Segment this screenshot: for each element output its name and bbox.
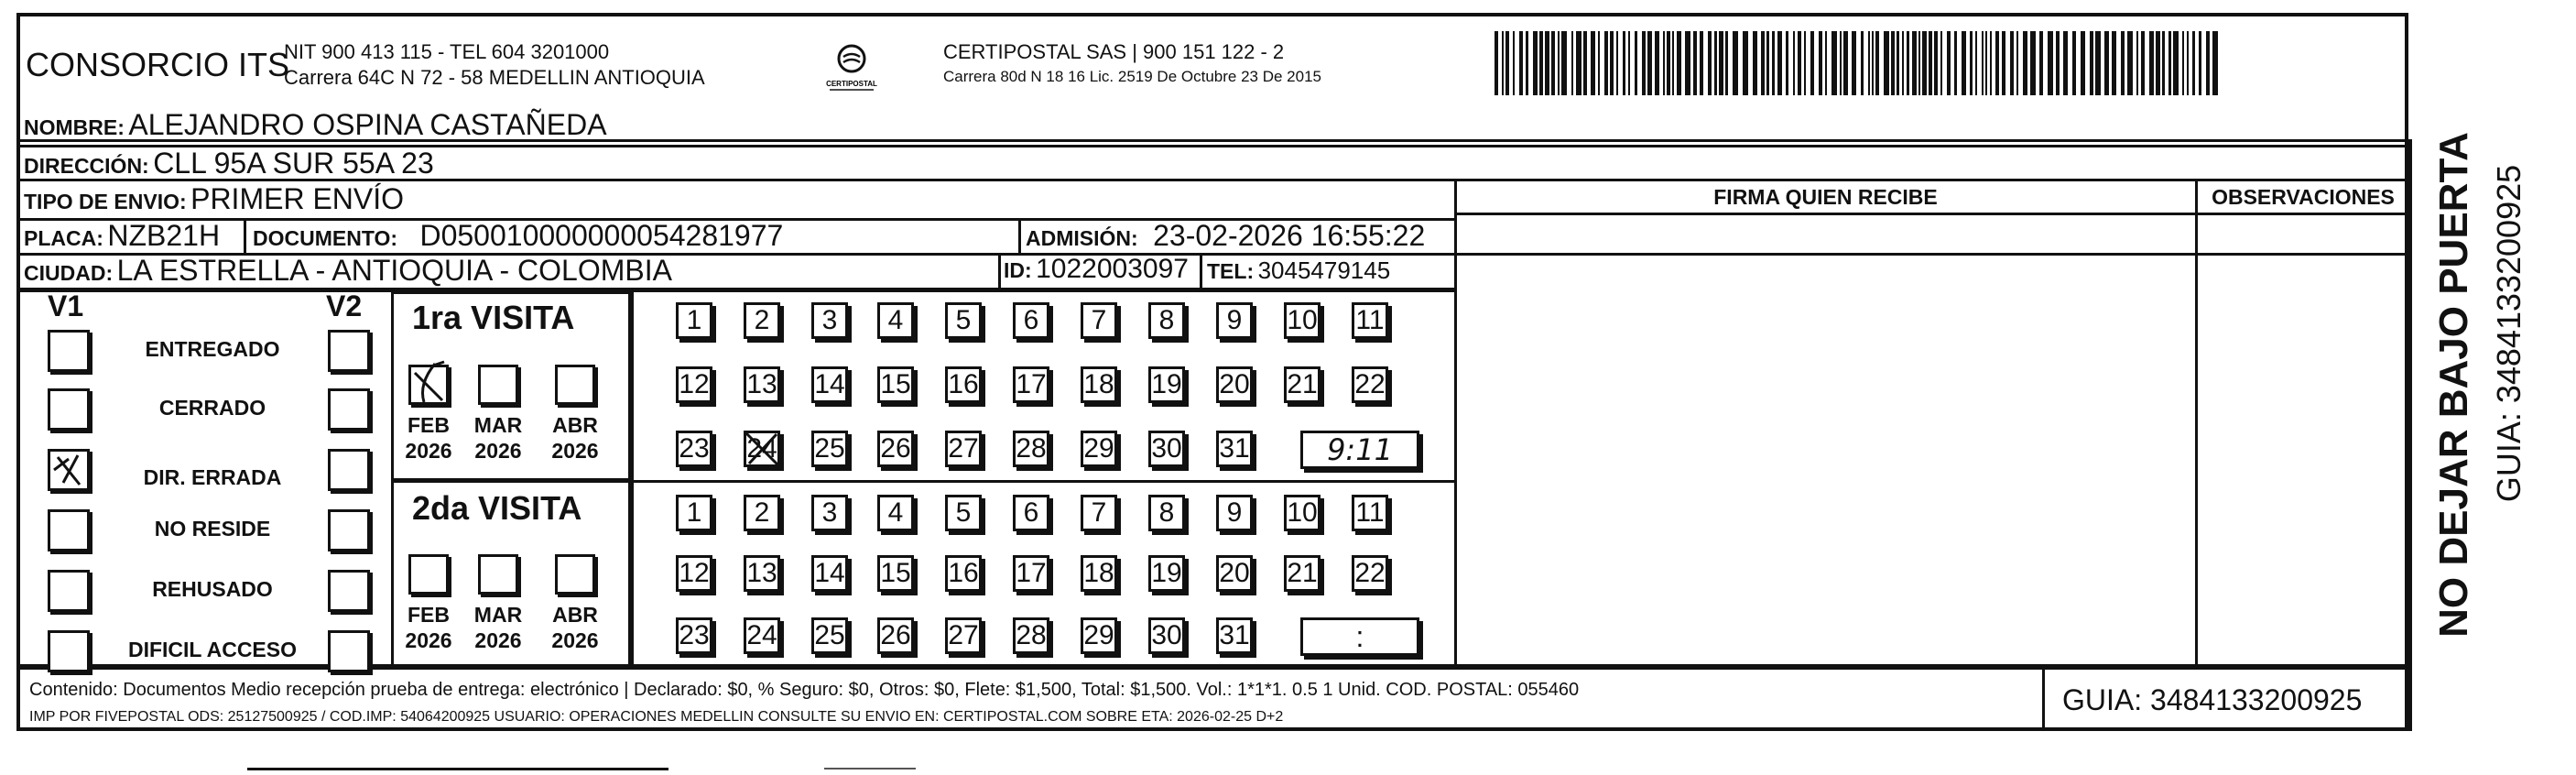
month-year: 2026 bbox=[551, 439, 599, 463]
v2-checkbox[interactable] bbox=[328, 330, 370, 372]
visit2-day-box[interactable]: 18 bbox=[1081, 555, 1117, 592]
month-name: MAR bbox=[473, 413, 523, 437]
status-option-label: NO RESIDE bbox=[154, 517, 271, 540]
v2-checkbox[interactable] bbox=[328, 388, 370, 431]
visit2-month-label bbox=[471, 602, 526, 653]
placa-value: NZB21H bbox=[107, 219, 221, 252]
visit1-day-box[interactable]: 11 bbox=[1352, 302, 1388, 339]
v1-checkbox[interactable] bbox=[48, 509, 90, 551]
status-option-label: ENTREGADO bbox=[145, 337, 280, 361]
no-dejar-bajo-puerta: NO DEJAR BAJO PUERTA bbox=[2431, 132, 2476, 638]
visit2-month-label bbox=[548, 602, 603, 653]
visit1-day-box[interactable]: 20 bbox=[1216, 366, 1253, 403]
month-year: 2026 bbox=[405, 439, 452, 463]
visit1-day-box[interactable]: 15 bbox=[877, 366, 914, 403]
v1-checkbox[interactable] bbox=[48, 449, 90, 491]
visit2-day-box[interactable]: 21 bbox=[1284, 555, 1321, 592]
status-option-label: DIR. ERRADA bbox=[143, 465, 282, 489]
month-year: 2026 bbox=[551, 628, 599, 652]
visit1-day-box[interactable]: 8 bbox=[1148, 302, 1185, 339]
visit1-day-box[interactable]: 1 bbox=[676, 302, 712, 339]
visit2-day-box[interactable]: 12 bbox=[676, 555, 712, 592]
visit1-day-mark bbox=[740, 427, 784, 471]
month-year: 2026 bbox=[405, 628, 452, 652]
visit2-day-box[interactable]: 9 bbox=[1216, 495, 1253, 531]
visit1-day-box[interactable]: 10 bbox=[1284, 302, 1321, 339]
visit2-day-box[interactable]: 7 bbox=[1081, 495, 1117, 531]
visit2-day-box[interactable]: 16 bbox=[945, 555, 982, 592]
ciudad-label: CIUDAD: bbox=[24, 261, 114, 285]
direccion-label: DIRECCIÓN: bbox=[24, 154, 149, 178]
visit1-day-box[interactable]: 26 bbox=[877, 431, 914, 467]
visit1-day-box[interactable]: 24 bbox=[744, 431, 780, 467]
visit2-day-box[interactable]: 10 bbox=[1284, 495, 1321, 531]
footer-contenido: Contenido: Documentos Medio recepción prueba de entrega: electrónico | Declarado: $0, % Seguro: $0, Otros: $0, Flete: $1,500, Total: $1,500. Vol.: 1*1*1. 0.5 1 Unid. COD. POSTAL: 055460 bbox=[29, 680, 1580, 700]
footer-guia: GUIA: 3484133200925 bbox=[2062, 683, 2363, 716]
visit1-day-box[interactable]: 16 bbox=[945, 366, 982, 403]
visit2-day-box[interactable]: 15 bbox=[877, 555, 914, 592]
tipo-value: PRIMER ENVÍO bbox=[190, 182, 405, 215]
company-name: CONSORCIO ITS bbox=[26, 46, 290, 83]
v1-checkbox[interactable] bbox=[48, 570, 90, 612]
visit2-time-box[interactable]: : bbox=[1300, 617, 1419, 656]
status-option-label: CERRADO bbox=[158, 396, 266, 420]
logo-text: CERTIPOSTAL bbox=[826, 80, 877, 88]
visit1-day-box[interactable]: 3 bbox=[811, 302, 848, 339]
v1-checkbox[interactable] bbox=[48, 630, 90, 672]
visit2-day-box[interactable]: 19 bbox=[1148, 555, 1185, 592]
visit1-day-box[interactable]: 13 bbox=[744, 366, 780, 403]
visit2-day-box[interactable]: 5 bbox=[945, 495, 982, 531]
visit1-day-box[interactable]: 28 bbox=[1013, 431, 1049, 467]
visit1-day-box[interactable]: 30 bbox=[1148, 431, 1185, 467]
visit2-day-box[interactable]: 20 bbox=[1216, 555, 1253, 592]
visit2-day-box[interactable]: 27 bbox=[945, 617, 982, 654]
month-name: ABR bbox=[552, 413, 598, 437]
visit1-day-box[interactable]: 2 bbox=[744, 302, 780, 339]
visit2-month-checkbox[interactable] bbox=[478, 554, 518, 595]
visit1-day-box[interactable]: 25 bbox=[811, 431, 848, 467]
visit2-month-checkbox[interactable] bbox=[408, 554, 449, 595]
tipo-label: TIPO DE ENVIO: bbox=[24, 190, 187, 213]
visit1-month-checkbox[interactable] bbox=[478, 365, 518, 405]
v2-checkbox[interactable] bbox=[328, 509, 370, 551]
tel-value: 3045479145 bbox=[1257, 257, 1391, 284]
v2-checkbox[interactable] bbox=[328, 630, 370, 672]
observaciones-header: OBSERVACIONES bbox=[2212, 185, 2395, 209]
status-option-label: DIFICIL ACCESO bbox=[127, 638, 297, 661]
visit1-day-box[interactable]: 4 bbox=[877, 302, 914, 339]
visit2-day-box[interactable]: 29 bbox=[1081, 617, 1117, 654]
visit1-day-box[interactable]: 14 bbox=[811, 366, 848, 403]
visit2-day-box[interactable]: 22 bbox=[1352, 555, 1388, 592]
visit2-month-label bbox=[401, 602, 456, 653]
visit2-day-box[interactable]: 23 bbox=[676, 617, 712, 654]
nombre-value: ALEJANDRO OSPINA CASTAÑEDA bbox=[128, 108, 607, 141]
month-name: MAR bbox=[473, 603, 523, 627]
admision-value: 23-02-2026 16:55:22 bbox=[1153, 219, 1426, 252]
documento-label: DOCUMENTO: bbox=[253, 226, 398, 250]
id-value: 1022003097 bbox=[1036, 254, 1189, 284]
visit1-month-label bbox=[471, 412, 526, 464]
company-nit: NIT 900 413 115 - TEL 604 3201000 bbox=[284, 40, 610, 63]
visit1-day-box[interactable]: 21 bbox=[1284, 366, 1321, 403]
visit1-month-label bbox=[401, 412, 456, 464]
visit1-day-box[interactable]: 9 bbox=[1216, 302, 1253, 339]
visit2-day-box[interactable]: 11 bbox=[1352, 495, 1388, 531]
visit2-day-box[interactable]: 2 bbox=[744, 495, 780, 531]
v1-checkbox[interactable] bbox=[48, 388, 90, 431]
visit1-time-box[interactable]: 9:11 bbox=[1300, 431, 1419, 469]
visit2-day-box[interactable]: 14 bbox=[811, 555, 848, 592]
month-year: 2026 bbox=[474, 439, 522, 463]
visit2-month-checkbox[interactable] bbox=[555, 554, 595, 595]
visit1-month-checkbox[interactable] bbox=[555, 365, 595, 405]
tel-label: TEL: bbox=[1207, 259, 1255, 283]
direccion-value: CLL 95A SUR 55A 23 bbox=[153, 147, 434, 180]
visit1-day-box[interactable]: 18 bbox=[1081, 366, 1117, 403]
month-name: ABR bbox=[552, 603, 598, 627]
visit1-day-box[interactable]: 7 bbox=[1081, 302, 1117, 339]
visit2-day-box[interactable]: 25 bbox=[811, 617, 848, 654]
visit2-day-box[interactable]: 17 bbox=[1013, 555, 1049, 592]
visit1-day-box[interactable]: 5 bbox=[945, 302, 982, 339]
visit1-day-box[interactable]: 12 bbox=[676, 366, 712, 403]
v2-checkbox[interactable] bbox=[328, 449, 370, 491]
visit1-day-box[interactable]: 29 bbox=[1081, 431, 1117, 467]
visit2-title: 2da VISITA bbox=[412, 489, 582, 527]
month-name: FEB bbox=[408, 413, 450, 437]
nombre-label: NOMBRE: bbox=[24, 115, 125, 139]
ciudad-value: LA ESTRELLA - ANTIOQUIA - COLOMBIA bbox=[116, 254, 672, 287]
visit1-day-box[interactable]: 22 bbox=[1352, 366, 1388, 403]
visit2-day-box[interactable]: 4 bbox=[877, 495, 914, 531]
visit1-day-box[interactable]: 27 bbox=[945, 431, 982, 467]
status-option-label: REHUSADO bbox=[152, 577, 273, 601]
visit2-day-box[interactable]: 1 bbox=[676, 495, 712, 531]
certipostal-address: Carrera 80d N 18 16 Lic. 2519 De Octubre 23 De 2015 bbox=[943, 68, 1321, 85]
visit1-title: 1ra VISITA bbox=[412, 299, 575, 336]
visit2-day-box[interactable]: 31 bbox=[1216, 617, 1253, 654]
placa-label: PLACA: bbox=[24, 226, 103, 250]
month-name: FEB bbox=[408, 603, 450, 627]
visit1-month-checkbox[interactable] bbox=[408, 365, 449, 405]
v2-header: V2 bbox=[326, 289, 363, 322]
visit2-day-box[interactable]: 30 bbox=[1148, 617, 1185, 654]
visit2-day-box[interactable]: 13 bbox=[744, 555, 780, 592]
certipostal-name: CERTIPOSTAL SAS | 900 151 122 - 2 bbox=[943, 40, 1285, 63]
footer-imp: IMP POR FIVEPOSTAL ODS: 25127500925 / COD.IMP: 54064200925 USUARIO: OPERACIONES MEDELLIN CONSULTE SU ENVIO EN: CERTIPOSTAL.COM SOBRE ETA: 2026-02-25 D+2 bbox=[29, 709, 1284, 725]
visit1-day-box[interactable]: 6 bbox=[1013, 302, 1049, 339]
visit2-day-box[interactable]: 6 bbox=[1013, 495, 1049, 531]
visit1-day-box[interactable]: 31 bbox=[1216, 431, 1253, 467]
visit1-month-label bbox=[548, 412, 603, 464]
visit1-day-box[interactable]: 19 bbox=[1148, 366, 1185, 403]
side-guia: GUIA: 3484133200925 bbox=[2490, 164, 2527, 503]
v2-checkbox[interactable] bbox=[328, 570, 370, 612]
company-address: Carrera 64C N 72 - 58 MEDELLIN ANTIOQUIA bbox=[284, 66, 705, 89]
documento-value: D050010000000054281977 bbox=[419, 219, 784, 252]
visit2-day-box[interactable]: 3 bbox=[811, 495, 848, 531]
admision-label: ADMISIÓN: bbox=[1026, 226, 1138, 250]
visit2-day-box[interactable]: 8 bbox=[1148, 495, 1185, 531]
visit2-day-box[interactable]: 24 bbox=[744, 617, 780, 654]
v1-checkbox[interactable] bbox=[48, 330, 90, 372]
visit2-day-box[interactable]: 28 bbox=[1013, 617, 1049, 654]
visit2-day-box[interactable]: 26 bbox=[877, 617, 914, 654]
id-label: ID: bbox=[1004, 258, 1032, 282]
v1-header: V1 bbox=[48, 289, 84, 322]
firma-header: FIRMA QUIEN RECIBE bbox=[1713, 185, 1938, 209]
visit1-day-box[interactable]: 17 bbox=[1013, 366, 1049, 403]
month-year: 2026 bbox=[474, 628, 522, 652]
visit1-day-box[interactable]: 23 bbox=[676, 431, 712, 467]
